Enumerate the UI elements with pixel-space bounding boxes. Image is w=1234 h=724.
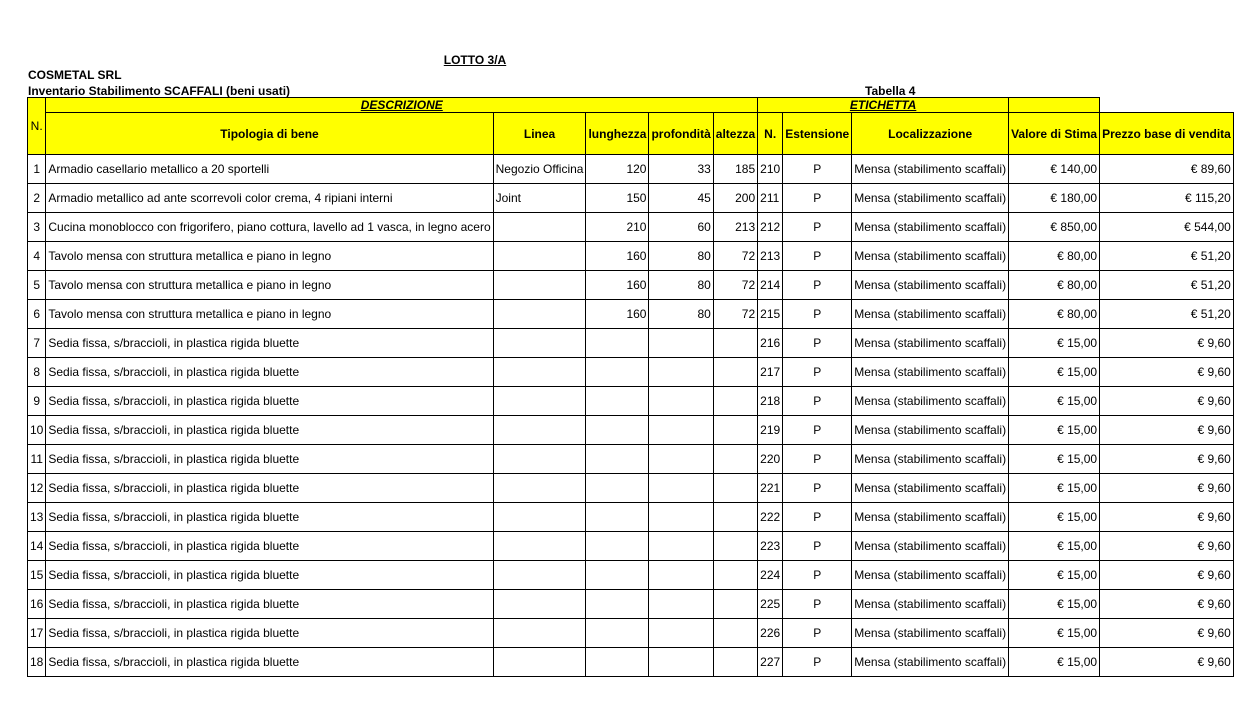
- col-header-localizzazione: Localizzazione: [852, 113, 1009, 155]
- row-tipologia: Sedia fissa, s/braccioli, in plastica rigida bluette: [46, 387, 493, 416]
- col-header-n: N.: [758, 113, 783, 155]
- group-header-descrizione: DESCRIZIONE: [46, 98, 758, 113]
- row-altezza: [713, 474, 757, 503]
- row-tipologia: Armadio casellario metallico a 20 sportelli: [46, 155, 493, 184]
- row-altezza: [713, 532, 757, 561]
- row-linea: Joint: [493, 184, 586, 213]
- row-num: 7: [28, 329, 46, 358]
- row-localizzazione: Mensa (stabilimento scaffali): [852, 387, 1009, 416]
- row-altezza: [713, 358, 757, 387]
- col-header-altezza: altezza: [713, 113, 757, 155]
- document-subtitle: Inventario Stabilimento SCAFFALI (beni usati): [28, 84, 291, 98]
- row-n: 220: [758, 445, 783, 474]
- col-header-linea: Linea: [493, 113, 586, 155]
- row-linea: [493, 503, 586, 532]
- row-n: 221: [758, 474, 783, 503]
- row-prezzo: € 115,20: [1100, 184, 1234, 213]
- row-estensione: P: [783, 300, 852, 329]
- table-label: Tabella 4: [865, 84, 916, 98]
- row-linea: [493, 271, 586, 300]
- col-header-estensione: Estensione: [783, 113, 852, 155]
- row-estensione: P: [783, 213, 852, 242]
- row-lunghezza: [586, 474, 649, 503]
- row-altezza: [713, 329, 757, 358]
- row-num: 13: [28, 503, 46, 532]
- row-profondita: 80: [649, 242, 713, 271]
- row-n: 215: [758, 300, 783, 329]
- table-row: [28, 619, 1234, 648]
- row-lunghezza: 160: [586, 242, 649, 271]
- table-row: [28, 271, 1234, 300]
- table-row: [28, 474, 1234, 503]
- row-altezza: 185: [713, 155, 757, 184]
- row-num: 2: [28, 184, 46, 213]
- row-lunghezza: [586, 387, 649, 416]
- row-profondita: 45: [649, 184, 713, 213]
- row-localizzazione: Mensa (stabilimento scaffali): [852, 590, 1009, 619]
- row-estensione: P: [783, 590, 852, 619]
- row-prezzo: € 544,00: [1100, 213, 1234, 242]
- row-valore: € 15,00: [1009, 387, 1100, 416]
- group-header-row: [28, 98, 1234, 113]
- row-profondita: [649, 648, 713, 677]
- row-profondita: [649, 561, 713, 590]
- row-n: 219: [758, 416, 783, 445]
- row-altezza: 213: [713, 213, 757, 242]
- table-row: [28, 445, 1234, 474]
- table-row: [28, 242, 1234, 271]
- col-header-lunghezza: lunghezza: [586, 113, 649, 155]
- row-n: 225: [758, 590, 783, 619]
- row-altezza: [713, 416, 757, 445]
- table-row: [28, 213, 1234, 242]
- row-estensione: P: [783, 445, 852, 474]
- row-num: 10: [28, 416, 46, 445]
- row-estensione: P: [783, 329, 852, 358]
- row-profondita: [649, 329, 713, 358]
- row-estensione: P: [783, 503, 852, 532]
- row-estensione: P: [783, 242, 852, 271]
- row-localizzazione: Mensa (stabilimento scaffali): [852, 242, 1009, 271]
- row-profondita: 80: [649, 300, 713, 329]
- row-valore: € 15,00: [1009, 358, 1100, 387]
- row-tipologia: Sedia fissa, s/braccioli, in plastica rigida bluette: [46, 532, 493, 561]
- row-tipologia: Sedia fissa, s/braccioli, in plastica rigida bluette: [46, 648, 493, 677]
- row-n: 211: [758, 184, 783, 213]
- row-linea: [493, 329, 586, 358]
- row-prezzo: € 51,20: [1100, 271, 1234, 300]
- row-tipologia: Sedia fissa, s/braccioli, in plastica rigida bluette: [46, 474, 493, 503]
- group-header-blank: [1100, 98, 1234, 113]
- row-localizzazione: Mensa (stabilimento scaffali): [852, 445, 1009, 474]
- row-lunghezza: [586, 445, 649, 474]
- row-localizzazione: Mensa (stabilimento scaffali): [852, 300, 1009, 329]
- document-title: LOTTO 3/A: [443, 53, 507, 67]
- row-n: 218: [758, 387, 783, 416]
- row-num: 11: [28, 445, 46, 474]
- row-lunghezza: 160: [586, 300, 649, 329]
- row-localizzazione: Mensa (stabilimento scaffali): [852, 271, 1009, 300]
- row-estensione: P: [783, 416, 852, 445]
- table-row: [28, 300, 1234, 329]
- col-header-num: N.: [28, 98, 46, 155]
- row-tipologia: Sedia fissa, s/braccioli, in plastica rigida bluette: [46, 358, 493, 387]
- row-valore: € 80,00: [1009, 271, 1100, 300]
- row-lunghezza: [586, 358, 649, 387]
- row-tipologia: Tavolo mensa con struttura metallica e piano in legno: [46, 300, 493, 329]
- table-row: [28, 590, 1234, 619]
- table-row: [28, 155, 1234, 184]
- row-linea: [493, 474, 586, 503]
- row-prezzo: € 9,60: [1100, 648, 1234, 677]
- group-header-etichetta: ETICHETTA: [758, 98, 1009, 113]
- row-estensione: P: [783, 532, 852, 561]
- row-localizzazione: Mensa (stabilimento scaffali): [852, 358, 1009, 387]
- row-altezza: [713, 590, 757, 619]
- row-n: 214: [758, 271, 783, 300]
- row-estensione: P: [783, 648, 852, 677]
- row-prezzo: € 9,60: [1100, 561, 1234, 590]
- row-n: 210: [758, 155, 783, 184]
- table-row: [28, 387, 1234, 416]
- row-tipologia: Sedia fissa, s/braccioli, in plastica rigida bluette: [46, 329, 493, 358]
- row-estensione: P: [783, 155, 852, 184]
- row-profondita: [649, 532, 713, 561]
- row-n: 227: [758, 648, 783, 677]
- row-num: 1: [28, 155, 46, 184]
- row-localizzazione: Mensa (stabilimento scaffali): [852, 561, 1009, 590]
- row-num: 14: [28, 532, 46, 561]
- col-header-valore: Valore di Stima: [1009, 113, 1100, 155]
- row-profondita: [649, 590, 713, 619]
- row-localizzazione: Mensa (stabilimento scaffali): [852, 329, 1009, 358]
- row-prezzo: € 9,60: [1100, 358, 1234, 387]
- row-prezzo: € 51,20: [1100, 242, 1234, 271]
- group-header-empty: [1009, 98, 1100, 113]
- row-localizzazione: Mensa (stabilimento scaffali): [852, 416, 1009, 445]
- row-num: 4: [28, 242, 46, 271]
- row-localizzazione: Mensa (stabilimento scaffali): [852, 213, 1009, 242]
- row-lunghezza: 210: [586, 213, 649, 242]
- row-lunghezza: [586, 532, 649, 561]
- row-valore: € 15,00: [1009, 619, 1100, 648]
- row-valore: € 80,00: [1009, 300, 1100, 329]
- row-prezzo: € 9,60: [1100, 329, 1234, 358]
- row-prezzo: € 9,60: [1100, 532, 1234, 561]
- row-profondita: [649, 416, 713, 445]
- row-estensione: P: [783, 387, 852, 416]
- row-linea: [493, 648, 586, 677]
- row-profondita: 80: [649, 271, 713, 300]
- row-linea: [493, 561, 586, 590]
- row-tipologia: Cucina monoblocco con frigorifero, piano cottura, lavello ad 1 vasca, in legno acero: [46, 213, 493, 242]
- row-linea: [493, 213, 586, 242]
- row-lunghezza: [586, 561, 649, 590]
- row-altezza: [713, 503, 757, 532]
- row-valore: € 15,00: [1009, 445, 1100, 474]
- row-prezzo: € 51,20: [1100, 300, 1234, 329]
- row-estensione: P: [783, 561, 852, 590]
- row-altezza: 72: [713, 271, 757, 300]
- col-header-tipologia: Tipologia di bene: [46, 113, 493, 155]
- row-num: 17: [28, 619, 46, 648]
- row-prezzo: € 9,60: [1100, 590, 1234, 619]
- row-altezza: 72: [713, 300, 757, 329]
- row-prezzo: € 9,60: [1100, 503, 1234, 532]
- table-row: [28, 532, 1234, 561]
- col-header-profondita: profondità: [649, 113, 713, 155]
- row-lunghezza: [586, 416, 649, 445]
- row-n: 216: [758, 329, 783, 358]
- company-name: COSMETAL SRL: [28, 68, 122, 82]
- row-estensione: P: [783, 358, 852, 387]
- row-localizzazione: Mensa (stabilimento scaffali): [852, 619, 1009, 648]
- row-n: 217: [758, 358, 783, 387]
- row-num: 6: [28, 300, 46, 329]
- row-localizzazione: Mensa (stabilimento scaffali): [852, 474, 1009, 503]
- row-valore: € 180,00: [1009, 184, 1100, 213]
- row-altezza: [713, 387, 757, 416]
- row-localizzazione: Mensa (stabilimento scaffali): [852, 532, 1009, 561]
- row-localizzazione: Mensa (stabilimento scaffali): [852, 184, 1009, 213]
- row-profondita: [649, 474, 713, 503]
- row-num: 12: [28, 474, 46, 503]
- inventory-table: [27, 97, 1234, 677]
- table-row: [28, 416, 1234, 445]
- row-profondita: [649, 619, 713, 648]
- row-profondita: [649, 445, 713, 474]
- row-linea: [493, 532, 586, 561]
- row-num: 18: [28, 648, 46, 677]
- row-valore: € 15,00: [1009, 648, 1100, 677]
- row-lunghezza: [586, 619, 649, 648]
- row-lunghezza: 160: [586, 271, 649, 300]
- table-row: [28, 561, 1234, 590]
- row-n: 226: [758, 619, 783, 648]
- row-num: 16: [28, 590, 46, 619]
- row-num: 5: [28, 271, 46, 300]
- row-tipologia: Tavolo mensa con struttura metallica e piano in legno: [46, 271, 493, 300]
- row-valore: € 15,00: [1009, 329, 1100, 358]
- row-localizzazione: Mensa (stabilimento scaffali): [852, 155, 1009, 184]
- row-tipologia: Sedia fissa, s/braccioli, in plastica rigida bluette: [46, 445, 493, 474]
- row-linea: [493, 242, 586, 271]
- row-linea: [493, 416, 586, 445]
- row-tipologia: Sedia fissa, s/braccioli, in plastica rigida bluette: [46, 619, 493, 648]
- row-profondita: [649, 387, 713, 416]
- row-n: 222: [758, 503, 783, 532]
- row-altezza: [713, 445, 757, 474]
- table-row: [28, 503, 1234, 532]
- row-profondita: [649, 358, 713, 387]
- row-altezza: 200: [713, 184, 757, 213]
- table-row: [28, 329, 1234, 358]
- row-linea: [493, 590, 586, 619]
- row-altezza: 72: [713, 242, 757, 271]
- row-valore: € 850,00: [1009, 213, 1100, 242]
- row-tipologia: Sedia fissa, s/braccioli, in plastica rigida bluette: [46, 561, 493, 590]
- row-n: 213: [758, 242, 783, 271]
- row-lunghezza: [586, 329, 649, 358]
- row-valore: € 15,00: [1009, 416, 1100, 445]
- row-altezza: [713, 648, 757, 677]
- col-header-prezzo: Prezzo base di vendita: [1100, 113, 1234, 155]
- row-linea: [493, 300, 586, 329]
- row-lunghezza: [586, 503, 649, 532]
- row-valore: € 15,00: [1009, 532, 1100, 561]
- row-lunghezza: 120: [586, 155, 649, 184]
- row-lunghezza: [586, 648, 649, 677]
- row-tipologia: Armadio metallico ad ante scorrevoli color crema, 4 ripiani interni: [46, 184, 493, 213]
- row-prezzo: € 89,60: [1100, 155, 1234, 184]
- row-profondita: 60: [649, 213, 713, 242]
- row-num: 9: [28, 387, 46, 416]
- row-profondita: [649, 503, 713, 532]
- table-row: [28, 184, 1234, 213]
- row-tipologia: Tavolo mensa con struttura metallica e piano in legno: [46, 242, 493, 271]
- row-lunghezza: 150: [586, 184, 649, 213]
- row-prezzo: € 9,60: [1100, 619, 1234, 648]
- row-tipologia: Sedia fissa, s/braccioli, in plastica rigida bluette: [46, 590, 493, 619]
- row-altezza: [713, 619, 757, 648]
- row-tipologia: Sedia fissa, s/braccioli, in plastica rigida bluette: [46, 416, 493, 445]
- row-prezzo: € 9,60: [1100, 474, 1234, 503]
- row-valore: € 15,00: [1009, 503, 1100, 532]
- row-num: 8: [28, 358, 46, 387]
- row-linea: [493, 387, 586, 416]
- row-valore: € 15,00: [1009, 474, 1100, 503]
- row-estensione: P: [783, 619, 852, 648]
- row-tipologia: Sedia fissa, s/braccioli, in plastica rigida bluette: [46, 503, 493, 532]
- row-linea: [493, 619, 586, 648]
- table-row: [28, 358, 1234, 387]
- row-estensione: P: [783, 184, 852, 213]
- row-num: 3: [28, 213, 46, 242]
- row-valore: € 15,00: [1009, 590, 1100, 619]
- row-prezzo: € 9,60: [1100, 416, 1234, 445]
- column-header-row: [28, 113, 1234, 155]
- row-n: 212: [758, 213, 783, 242]
- row-n: 224: [758, 561, 783, 590]
- table-row: [28, 648, 1234, 677]
- row-localizzazione: Mensa (stabilimento scaffali): [852, 503, 1009, 532]
- row-n: 223: [758, 532, 783, 561]
- row-valore: € 140,00: [1009, 155, 1100, 184]
- row-estensione: P: [783, 271, 852, 300]
- row-linea: Negozio Officina: [493, 155, 586, 184]
- row-linea: [493, 445, 586, 474]
- row-estensione: P: [783, 474, 852, 503]
- row-altezza: [713, 561, 757, 590]
- row-valore: € 80,00: [1009, 242, 1100, 271]
- row-linea: [493, 358, 586, 387]
- row-prezzo: € 9,60: [1100, 445, 1234, 474]
- row-valore: € 15,00: [1009, 561, 1100, 590]
- row-num: 15: [28, 561, 46, 590]
- row-localizzazione: Mensa (stabilimento scaffali): [852, 648, 1009, 677]
- row-profondita: 33: [649, 155, 713, 184]
- row-lunghezza: [586, 590, 649, 619]
- row-prezzo: € 9,60: [1100, 387, 1234, 416]
